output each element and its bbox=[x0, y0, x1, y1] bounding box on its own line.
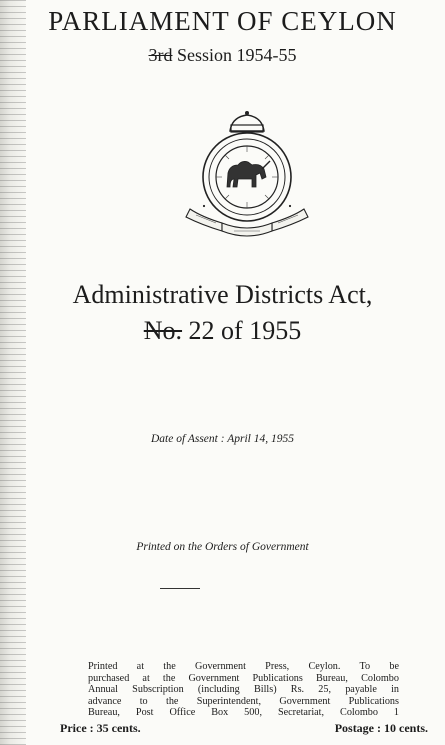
session-number: 3rd bbox=[148, 45, 173, 65]
session-text: Session 1954-55 bbox=[176, 45, 297, 65]
session-line bbox=[0, 45, 445, 66]
page-binding-edge bbox=[0, 0, 26, 745]
act-title: Administrative Districts Act, bbox=[72, 280, 373, 309]
imprint-line: Annual Subscription (including Bills) Rs. 25, payable in bbox=[88, 684, 399, 696]
act-number-prefix: No. bbox=[143, 316, 183, 345]
imprint-line: Bureau, Post Office Box 500, Secretariat, Colombo 1 bbox=[88, 707, 399, 719]
postage-label: Postage : 10 cents. bbox=[334, 721, 428, 735]
act-number bbox=[0, 316, 445, 346]
ceylon-lion-emblem-icon bbox=[182, 105, 312, 240]
imprint-line: Printed at the Government Press, Ceylon. To be bbox=[88, 661, 399, 672]
date-of-assent: Date of Assent : April 14, 1955 bbox=[150, 433, 294, 445]
printer-imprint bbox=[88, 661, 399, 719]
price-label: Price : 35 cents. bbox=[60, 721, 141, 735]
imprint-line: purchased at the Government Publications Bureau, Colombo bbox=[88, 672, 399, 684]
printed-on-orders: Printed on the Orders of Government bbox=[136, 541, 309, 553]
document-title: PARLIAMENT OF CEYLON bbox=[48, 6, 397, 36]
act-number-value: 22 of 1955 bbox=[188, 316, 302, 345]
divider bbox=[160, 588, 200, 589]
imprint-line: advance to the Superintendent, Government Publications bbox=[88, 695, 399, 707]
